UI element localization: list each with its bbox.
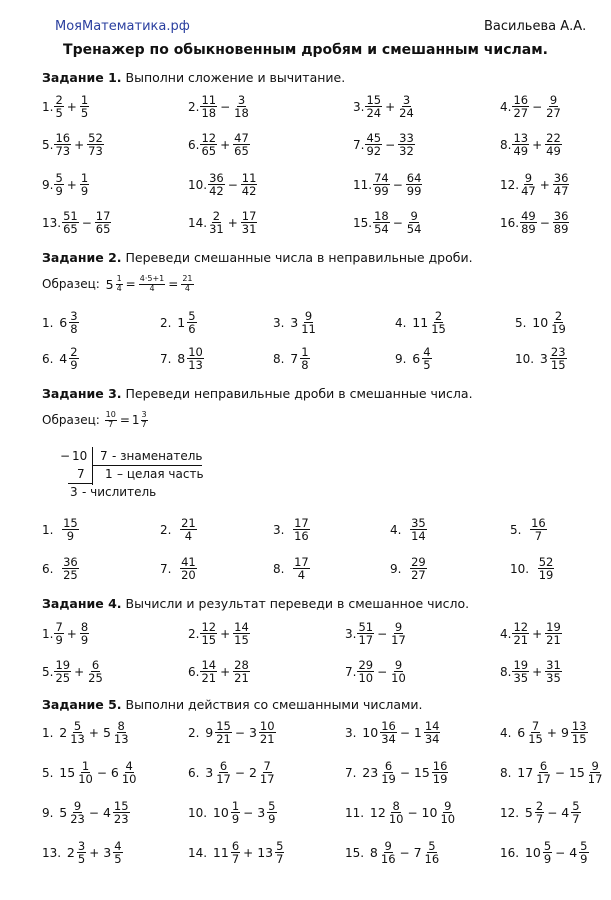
fraction: 36 25 xyxy=(63,555,78,583)
exercise-item: 10. 3 23 15 xyxy=(515,345,566,373)
fraction: $\frac{3}{18}$ xyxy=(234,93,249,121)
exercise-item: 11. 12 8 10 − 10 9 10 xyxy=(345,799,456,827)
fraction: $\frac{14}{15}$ xyxy=(234,620,249,648)
fraction: $\frac{22}{49}$ xyxy=(546,131,561,159)
fraction: $\frac{36}{47}$ xyxy=(553,171,569,199)
fraction: $\frac{1}{5}$ xyxy=(80,93,89,121)
fraction: 5 7 xyxy=(572,799,580,827)
exercise-item: 3. 15 24 + $\frac{3}{24}$ xyxy=(353,93,414,121)
exercise-item: 9. 29 27 xyxy=(390,555,426,583)
exercise-item: 16. 10 5 9 − 4 5 9 xyxy=(500,839,588,867)
exercise-item: 1. 2 5 + $\frac{1}{5}$ xyxy=(42,93,89,121)
exercise-item: 2. 11 18 − $\frac{3}{18}$ xyxy=(188,93,249,121)
fraction: 4 10 xyxy=(121,759,137,787)
exercise-item: 7. 23 6 19 − 15 16 19 xyxy=(345,759,448,787)
exercise-item: 3. 17 16 xyxy=(273,516,309,544)
fraction: 2 7 xyxy=(535,799,544,827)
exercise-item: 3. 10 16 34 − 1 14 34 xyxy=(345,719,440,747)
task3-sample: Образец: $\frac{10}{7}$ = 1 $\frac{3}{7}$ xyxy=(42,410,147,429)
exercise-item: 2. 9 15 21 − 3 10 21 xyxy=(188,719,275,747)
fraction: 6 19 xyxy=(381,759,396,787)
fraction: 6 7 xyxy=(231,839,240,867)
fraction: $\frac{33}{32}$ xyxy=(399,131,414,159)
exercise-item: 7. 41 20 xyxy=(160,555,196,583)
exercise-item: 1. 2 5 13 + 5 8 13 xyxy=(42,719,129,747)
exercise-item: 13. 51 65 − $\frac{17}{65}$ xyxy=(42,209,111,237)
fraction: 16 34 xyxy=(381,719,396,747)
fraction: 5 9 xyxy=(268,799,276,827)
fraction: 2 15 xyxy=(431,309,446,337)
fraction: 9 10 xyxy=(440,799,456,827)
exercise-item: 14. 2 31 + $\frac{17}{31}$ xyxy=(188,209,257,237)
exercise-item: 7. 45 92 − $\frac{33}{32}$ xyxy=(353,131,414,159)
exercise-item: 9. 5 9 + $\frac{1}{9}$ xyxy=(42,171,89,199)
fraction: $\frac{9}{54}$ xyxy=(406,209,422,237)
fraction: 51 65 xyxy=(63,209,78,237)
fraction: 14 21 xyxy=(201,658,217,686)
site-name: МояМатематика.рф xyxy=(55,19,190,34)
fraction: 36 42 xyxy=(209,171,224,199)
fraction: 12 21 xyxy=(513,620,529,648)
exercise-item: 10. 52 19 xyxy=(510,555,554,583)
page-title: Тренажер по обыкновенным дробям и смешанным числам. xyxy=(63,42,548,58)
exercise-item: 5. 19 25 + $\frac{6}{25}$ xyxy=(42,658,103,686)
exercise-item: 8. 17 4 xyxy=(273,555,309,583)
task2-heading: Задание 2. Переведи смешанные числа в неправильные дроби. xyxy=(42,250,473,265)
exercise-item: 7. 8 10 13 xyxy=(160,345,203,373)
exercise-item: 9. 5 9 23 − 4 15 23 xyxy=(42,799,129,827)
fraction: 29 10 xyxy=(358,658,374,686)
fraction: 45 92 xyxy=(366,131,382,159)
fraction: 9 23 xyxy=(70,799,85,827)
fraction: 2 5 xyxy=(55,93,63,121)
exercise-item: 4. 35 14 xyxy=(390,516,426,544)
fraction: 7 15 xyxy=(528,719,543,747)
exercise-item: 11. 74 99 − $\frac{64}{99}$ xyxy=(353,171,422,199)
fraction: 1 9 xyxy=(231,799,240,827)
fraction: 13 49 xyxy=(513,131,529,159)
fraction: 16 27 xyxy=(513,93,529,121)
exercise-item: 1. 7 9 + $\frac{8}{9}$ xyxy=(42,620,89,648)
fraction: 15 9 xyxy=(63,516,78,544)
fraction: $\frac{3}{24}$ xyxy=(399,93,414,121)
exercise-item: 1. 6 3 8 xyxy=(42,309,78,337)
exercise-item: 5. 16 7 xyxy=(510,516,546,544)
fraction: 15 21 xyxy=(216,719,231,747)
exercise-item: 2. 21 4 xyxy=(160,516,196,544)
fraction: 19 35 xyxy=(513,658,529,686)
fraction: 49 89 xyxy=(521,209,536,237)
exercise-item: 4. 11 2 15 xyxy=(395,309,446,337)
fraction: 5 9 xyxy=(55,171,63,199)
fraction: $\frac{9}{10}$ xyxy=(391,658,406,686)
fraction: 1 8 xyxy=(301,345,309,373)
exercise-item: 3. 51 17 − $\frac{9}{17}$ xyxy=(345,620,406,648)
fraction: 10 13 xyxy=(188,345,203,373)
fraction: 17 16 xyxy=(294,516,309,544)
fraction: 16 19 xyxy=(432,759,448,787)
fraction: $\frac{17}{65}$ xyxy=(95,209,111,237)
fraction: 51 17 xyxy=(358,620,374,648)
fraction: 9 11 xyxy=(301,309,316,337)
fraction: $\frac{9}{17}$ xyxy=(391,620,406,648)
exercise-item: 12. 9 47 + $\frac{36}{47}$ xyxy=(500,171,569,199)
exercise-item: 4. 16 27 − $\frac{9}{27}$ xyxy=(500,93,561,121)
fraction: 11 18 xyxy=(201,93,217,121)
exercise-item: 6. 3 6 17 − 2 7 17 xyxy=(188,759,275,787)
fraction: $\frac{17}{31}$ xyxy=(241,209,257,237)
fraction: 6 17 xyxy=(216,759,231,787)
exercise-item: 8. 7 1 8 xyxy=(273,345,309,373)
fraction: $\frac{64}{99}$ xyxy=(406,171,422,199)
exercise-item: 8. 19 35 + $\frac{31}{35}$ xyxy=(500,658,561,686)
exercise-item: 6. 12 65 + $\frac{47}{65}$ xyxy=(188,131,249,159)
fraction: 3 8 xyxy=(70,309,78,337)
fraction: $\frac{28}{21}$ xyxy=(234,658,249,686)
exercise-item: 16. 49 89 − $\frac{36}{89}$ xyxy=(500,209,569,237)
fraction: $\frac{6}{25}$ xyxy=(88,658,103,686)
fraction: 7 9 xyxy=(55,620,63,648)
fraction: 52 19 xyxy=(538,555,554,583)
fraction: 16 7 xyxy=(531,516,546,544)
exercise-item: 15. 8 9 16 − 7 5 16 xyxy=(345,839,440,867)
fraction: 5 9 xyxy=(580,839,588,867)
fraction: 2 19 xyxy=(551,309,566,337)
fraction: 13 15 xyxy=(571,719,587,747)
fraction: $\frac{19}{21}$ xyxy=(546,620,561,648)
exercise-item: 2. 12 15 + $\frac{14}{15}$ xyxy=(188,620,249,648)
fraction: 6 17 xyxy=(536,759,551,787)
task3-heading: Задание 3. Переведи неправильные дроби в смешанные числа. xyxy=(42,386,473,401)
exercise-item: 10. 36 42 − $\frac{11}{42}$ xyxy=(188,171,257,199)
worksheet-page: МояМатематика.рф Васильева А.А. Тренажер по обыкновенным дробям и смешанным числам. Задание 1. Выполни сложение и вычитание. 1. 2 5 + $\frac{1}{5}$ 2. 11 18 − $\frac{3}{18}$ 3. 15 24 + $\frac{3}{24}$ 4. 16 27 − $\frac{9}{27}$ 5. 16 73 + $\frac{52}{73}$ 6. 12 65 + $\frac{47}{65}$ 7. 45 92 − $\frac{33}{32}$ 8. 13 49 + $\frac{22}{49}$ 9. 5 9 + $\frac{1}{9}$ 10. 36 42 − $\frac{11}{42}$ 11. 74 99 − $\frac{64}{99}$ 12. 9 47 + $\frac{36}{47}$ 13. 51 65 − $\frac{17}{65}$ 14. 2 31 + $\frac{17}{31}$ 15. 18 54 − $\frac{9}{54}$ 16. 49 89 − $\frac{36}{89}$ Задание 2. Переведи смешанные числа в неправильные дроби. Образец: 5 $\frac{1}{4}$ = $\frac{4\cdot 5+1}{4}$ = $\frac{21}{4}$ 1. 6 3 8 2. 1 5 6 3. 3 9 11 4. 11 2 15 5. 10 2 19 6. 4 2 9 7. 8 10 13 8. 7 1 8 9. 6 4 5 10. 3 23 15 Задание 3. Переведи неправильные дроби в смешанные числа. Образец: $\frac{10}{7}$ = 1 $\frac{3}{7}$ − 10 7 - знаменатель 7 1 – целая часть 3 - числитель 1. 15 9 2. 21 4 3. 17 16 4. 35 14 5. 16 7 6. 36 25 7. 41 20 8. 17 4 9. 29 27 10. 52 19 Задание 4. Вычисли и результат переведи в смешанное число. 1. 7 9 + $\frac{8}{9}$ 2. 12 15 + $\frac{14}{15}$ 3. 51 17 − $\frac{9}{17}$ 4. 12 21 + $\frac{19}{21}$ 5. 19 25 + $\frac{6}{25}$ 6. 14 21 + $\frac{28}{21}$ 7. 29 10 − $\frac{9}{10}$ 8. 19 35 + $\frac{31}{35}$ Задание 5. Выполни действия со смешанными числами. 1. 2 5 13 + 5 8 13 2. 9 15 21 − 3 10 21 3. 10 16 34 − 1 14 34 4. 6 7 15 + 9 13 15 5. 15 1 10 − 6 4 10 6. 3 6 17 − 2 7 17 7. 23 6 19 − 15 16 19 8. 17 6 17 − 15 9 17 9. 5 9 23 − 4 15 23 10. 10 1 9 − 3 5 9 11. 12 8 10 − 10 9 10 12. 5 2 7 − 4 5 7 13. 2 3 5 + 3 4 5 14. 11 6 7 + 13 5 7 15. 8 9 16 − 7 5 16 16. 10 5 9 − 4 5 9 xyxy=(0,0,611,900)
fraction: 12 15 xyxy=(201,620,217,648)
fraction: 5 6 xyxy=(188,309,196,337)
exercise-item: 3. 3 9 11 xyxy=(273,309,316,337)
fraction: $\frac{31}{35}$ xyxy=(546,658,561,686)
exercise-item: 12. 5 2 7 − 4 5 7 xyxy=(500,799,580,827)
exercise-item: 9. 6 4 5 xyxy=(395,345,431,373)
fraction: 8 10 xyxy=(388,799,404,827)
fraction: 4 5 xyxy=(114,839,122,867)
fraction: 9 47 xyxy=(521,171,536,199)
author-name: Васильева А.А. xyxy=(484,19,587,34)
exercise-item: 2. 1 5 6 xyxy=(160,309,196,337)
fraction: $\frac{9}{27}$ xyxy=(546,93,561,121)
fraction: 35 14 xyxy=(411,516,426,544)
fraction: 9 17 xyxy=(587,759,603,787)
fraction: $\frac{52}{73}$ xyxy=(88,131,103,159)
fraction: 5 13 xyxy=(70,719,85,747)
exercise-item: 13. 2 3 5 + 3 4 5 xyxy=(42,839,122,867)
task5-heading: Задание 5. Выполни действия со смешанными числами. xyxy=(42,697,423,712)
exercise-item: 15. 18 54 − $\frac{9}{54}$ xyxy=(353,209,422,237)
fraction: 17 4 xyxy=(294,555,309,583)
exercise-item: 8. 13 49 + $\frac{22}{49}$ xyxy=(500,131,561,159)
task4-heading: Задание 4. Вычисли и результат переведи в смешанное число. xyxy=(42,596,470,611)
fraction: 5 9 xyxy=(543,839,552,867)
fraction: 15 23 xyxy=(113,799,129,827)
fraction: $\frac{36}{89}$ xyxy=(553,209,569,237)
fraction: 41 20 xyxy=(181,555,196,583)
fraction: 19 25 xyxy=(55,658,71,686)
exercise-item: 5. 10 2 19 xyxy=(515,309,566,337)
fraction: 2 31 xyxy=(209,209,224,237)
fraction: 10 21 xyxy=(259,719,275,747)
exercise-item: 6. 4 2 9 xyxy=(42,345,78,373)
fraction: 8 13 xyxy=(113,719,129,747)
fraction: $\frac{47}{65}$ xyxy=(234,131,249,159)
exercise-item: 6. 14 21 + $\frac{28}{21}$ xyxy=(188,658,249,686)
exercise-item: 5. 15 1 10 − 6 4 10 xyxy=(42,759,137,787)
fraction: 18 54 xyxy=(374,209,389,237)
exercise-item: 6. 36 25 xyxy=(42,555,78,583)
fraction: 23 15 xyxy=(550,345,566,373)
fraction: 4 5 xyxy=(423,345,431,373)
fraction: 12 65 xyxy=(201,131,217,159)
fraction: 15 24 xyxy=(366,93,382,121)
fraction: $\frac{11}{42}$ xyxy=(241,171,257,199)
fraction: 74 99 xyxy=(374,171,389,199)
exercise-item: 1. 15 9 xyxy=(42,516,78,544)
fraction: 7 17 xyxy=(259,759,275,787)
exercise-item: 8. 17 6 17 − 15 9 17 xyxy=(500,759,603,787)
exercise-item: 10. 10 1 9 − 3 5 9 xyxy=(188,799,276,827)
exercise-item: 7. 29 10 − $\frac{9}{10}$ xyxy=(345,658,406,686)
exercise-item: 14. 11 6 7 + 13 5 7 xyxy=(188,839,284,867)
exercise-item: 4. 6 7 15 + 9 13 15 xyxy=(500,719,587,747)
fraction: 29 27 xyxy=(411,555,426,583)
fraction: 3 5 xyxy=(77,839,86,867)
task1-heading: Задание 1. Выполни сложение и вычитание. xyxy=(42,70,346,85)
task2-sample: Образец: 5 $\frac{1}{4}$ = $\frac{4\cdot 5+1}{4}$ = $\frac{21}{4}$ xyxy=(42,274,193,293)
fraction: 5 7 xyxy=(276,839,284,867)
exercise-item: 5. 16 73 + $\frac{52}{73}$ xyxy=(42,131,103,159)
fraction: 14 34 xyxy=(424,719,440,747)
fraction: 16 73 xyxy=(55,131,71,159)
exercise-item: 4. 12 21 + $\frac{19}{21}$ xyxy=(500,620,561,648)
fraction: 21 4 xyxy=(181,516,196,544)
fraction: $\frac{8}{9}$ xyxy=(80,620,89,648)
fraction: $\frac{1}{9}$ xyxy=(80,171,89,199)
fraction: 5 16 xyxy=(424,839,440,867)
fraction: 1 10 xyxy=(78,759,93,787)
fraction: 2 9 xyxy=(70,345,78,373)
fraction: 9 16 xyxy=(380,839,396,867)
